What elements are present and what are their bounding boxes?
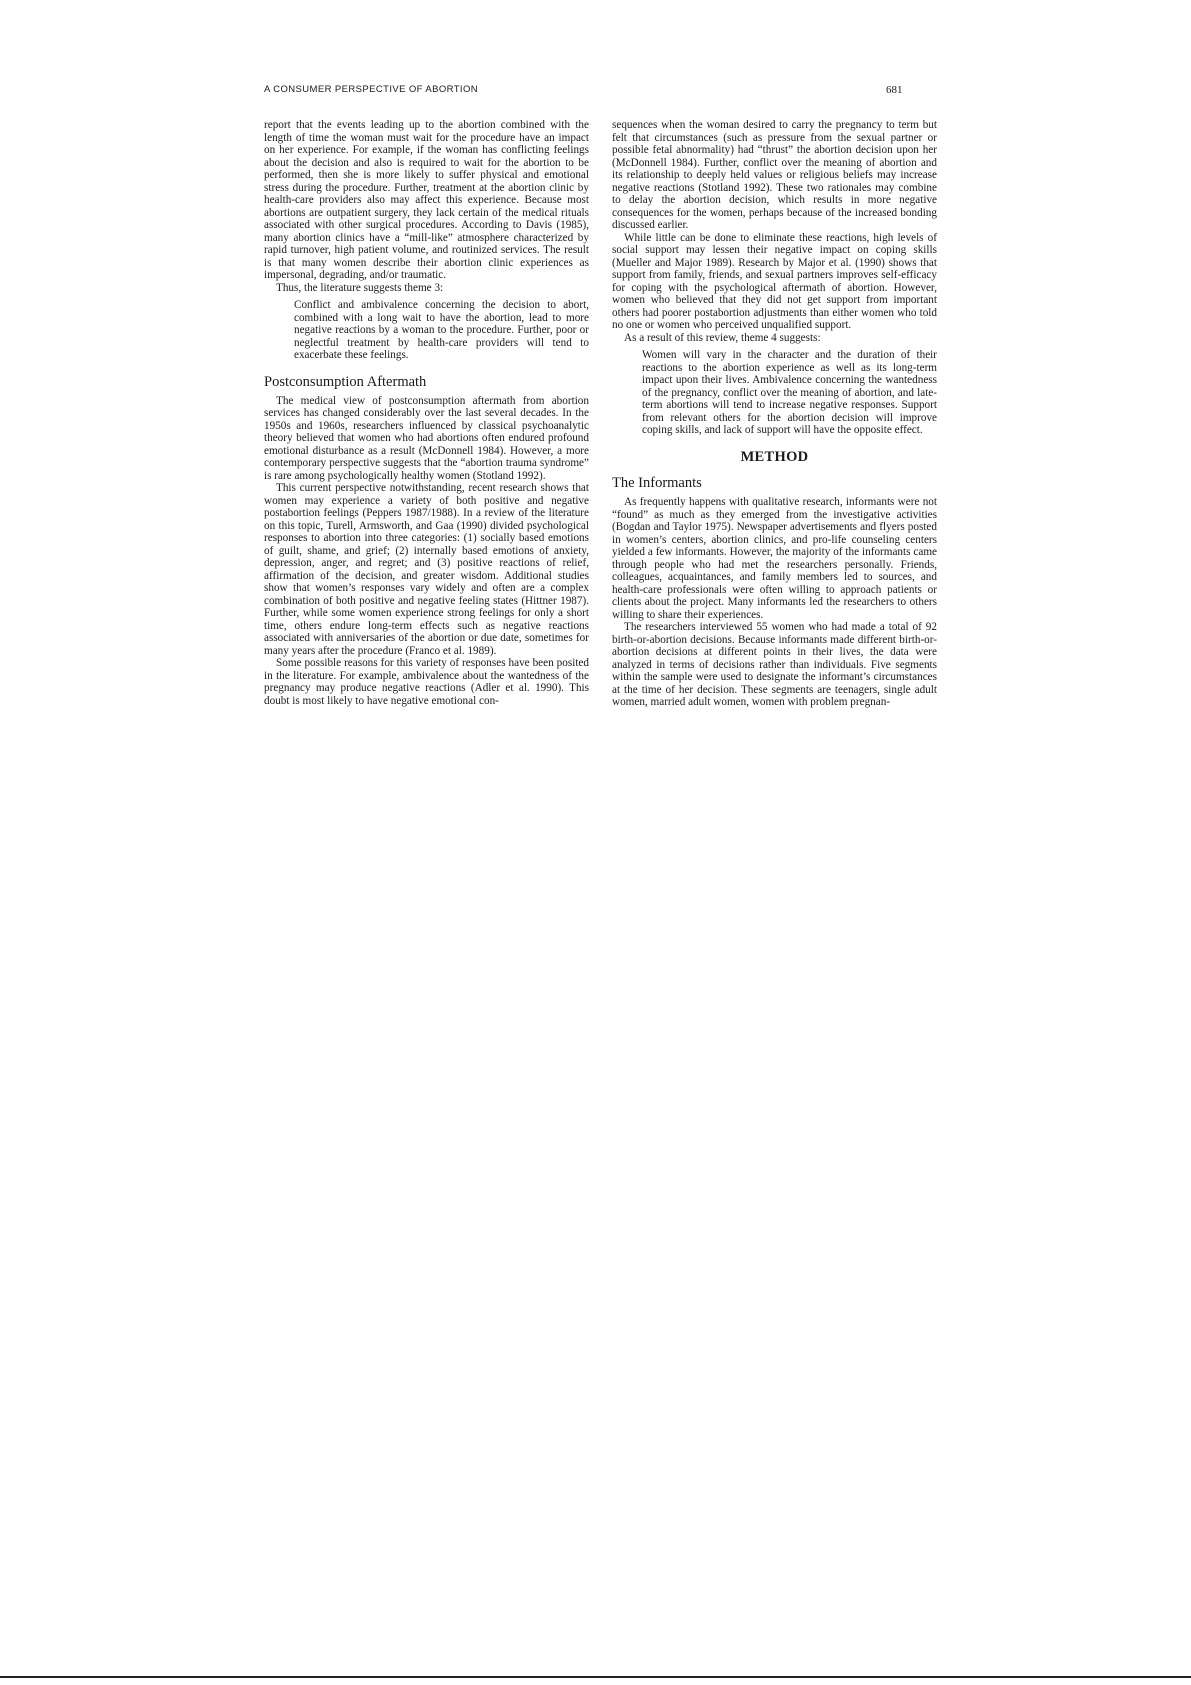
body-paragraph: Some possible reasons for this variety of responses have been posited in the literature. For example, ambivalence about the wantedness of the pregnancy may produce negative reactions (Adler et al. 1990). This doubt is most likely to have negative emotional con- xyxy=(264,657,589,707)
section-heading-method: METHOD xyxy=(740,448,809,465)
bottom-scan-edge xyxy=(0,1676,1191,1678)
left-column xyxy=(264,119,589,707)
subheading-postconsumption-aftermath: Postconsumption Aftermath xyxy=(264,373,427,390)
page-number: 681 xyxy=(886,84,903,96)
body-paragraph: As frequently happens with qualitative research, informants were not “found” as much as they emerged from the investigative activities (Bogdan and Taylor 1975). Newspaper advertisements and flyers posted in women’s centers, abortion clinics, and pro-life counseling centers yielded a few informants. However, the majority of the informants came through people who had met the researchers personally. Friends, colleagues, acquaintances, and family members led to sources, and health-care professionals were often willing to approach patients or clients about the project. Many informants led the researchers to others willing to share their experiences. xyxy=(612,496,937,621)
theme-3-statement: Conflict and ambivalence concerning the decision to abort, combined with a long wait to have the abortion, lead to more negative reactions by a woman to the procedure. Further, poor or neglectful treatment by health-care providers will tend to exacerbate these feelings. xyxy=(294,299,589,361)
body-paragraph: The researchers interviewed 55 women who had made a total of 92 birth-or-abortion decisions. Because informants made different birth-or-abortion decisions at different points in their lives, the data were analyzed in terms of decisions rather than individuals. Five segments within the sample were used to designate the informant’s circumstances at the time of her decision. These segments are teenagers, single adult women, married adult women, women with problem pregnan- xyxy=(612,621,937,708)
body-paragraph: The medical view of postconsumption aftermath from abortion services has changed considerably over the last several decades. In the 1950s and 1960s, researchers influenced by classical psychoanalytic theory believed that women who had abortions often endured profound emotional disturbance as a result (McDonnell 1984). However, a more contemporary perspective suggests that the “abortion trauma syndrome” is rare among psychologically healthy women (Stotland 1992). xyxy=(264,394,589,482)
body-paragraph: sequences when the woman desired to carry the pregnancy to term but felt that circumstances (such as pressure from the sexual partner or possible fetal abnormality) had “thrust” the abortion decision upon her (McDonnell 1984). Further, conflict over the meaning of abortion and its relationship to deeply held values or religious beliefs may increase negative reactions (Stotland 1992). These two rationales may combine to delay the abortion decision, which results in more negative consequences for the women, perhaps because of the increased bonding discussed earlier. xyxy=(612,119,937,231)
right-column xyxy=(612,119,937,709)
body-paragraph: Thus, the literature suggests theme 3: xyxy=(276,281,444,294)
body-paragraph: report that the events leading up to the abortion combined with the length of time the woman must wait for the procedure have an impact on her experience. For example, if the woman has conflicting feelings about the decision and also is required to wait for the abortion to be performed, then she is more likely to suffer physical and emotional stress during the procedure. Further, treatment at the abortion clinic by health-care providers also may affect this experience. Because most abortions are outpatient surgery, they lack certain of the medical rituals associated with other surgical procedures. According to Davis (1985), many abortion clinics have a “mill-like” atmosphere characterized by rapid turnover, high patient volume, and routinized services. The result is that many women describe their abortion clinic experiences as impersonal, degrading, and/or traumatic. xyxy=(264,119,589,281)
theme-4-statement: Women will vary in the character and the duration of their reactions to the abortion experience as well as its long-term impact upon their lives. Ambivalence concerning the wantedness of the pregnancy, conflict over the meaning of abortion, and late-term abortions will tend to increase negative responses. Support from relevant others for the abortion decision will improve coping skills, and lack of support will have the opposite effect. xyxy=(642,349,937,436)
running-head: A CONSUMER PERSPECTIVE OF ABORTION xyxy=(264,84,479,95)
subheading-the-informants: The Informants xyxy=(612,475,702,491)
body-paragraph: While little can be done to eliminate these reactions, high levels of social support may lessen their negative impact on coping skills (Mueller and Major 1989). Research by Major et al. (1990) shows that support from family, friends, and sexual partners improves self-efficacy for coping with the psychological aftermath of abortion. However, women who believed that they did not get support from important others had poorer postabortion adjustments than either women who told no one or women who perceived unqualified support. xyxy=(612,231,937,331)
body-paragraph: As a result of this review, theme 4 suggests: xyxy=(624,331,821,344)
body-paragraph: This current perspective notwithstanding, recent research shows that women may experience a variety of both positive and negative postabortion feelings (Peppers 1987/1988). In a review of the literature on this topic, Turell, Armsworth, and Gaa (1990) divided psychological responses to abortion into three categories: (1) socially based emotions of guilt, shame, and grief; (2) internally based emotions of anxiety, depression, anger, and regret; and (3) positive reactions of relief, affirmation of the decision, and greater wisdom. Additional studies show that women’s responses vary widely and often are a complex combination of both positive and negative feeling states (Hittner 1987). Further, while some women experience strong feelings for only a short time, others endure long-term effects such as negative reactions associated with anniversaries of the abortion or due date, sometimes for many years after the procedure (Franco et al. 1989). xyxy=(264,482,589,657)
